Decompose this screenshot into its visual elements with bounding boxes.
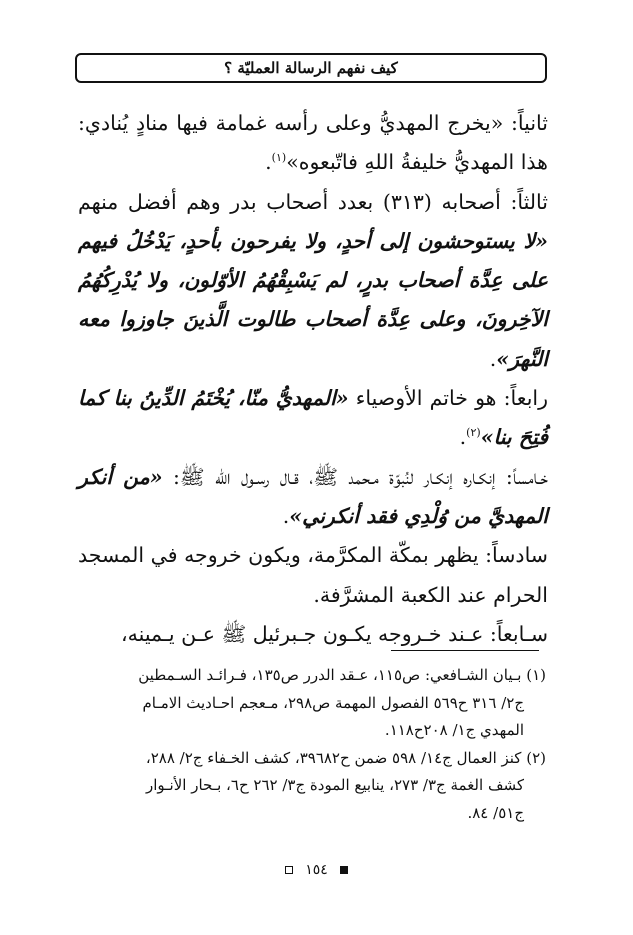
filled-square-icon [340,866,348,874]
footnote-1-line-3: المهدي ج١/ ٢٠٨ح١١٨. [384,721,524,739]
paragraph-sixth: سادساً: يظهر بمكّة المكرَّمة، ويكون خروجه في المسجد الحرام عند الكعبة المشرَّفة. [78,543,548,607]
footnote-2-line-1: (٢) كنز العمال ج١٤/ ٥٩٨ ضمن ح٣٩٦٨٢، كشف الخـفاء ج٢/ ٢٨٨، [145,748,546,767]
paragraph-seventh: سـابعاً: عـند خـروجه يكـون جـبرئيل ﷺ عـن يـمينه، [121,621,548,646]
footnote-1-line-1: (١) بـيان الشـافعي: ص١١٥، عـقد الدرر ص١٣٥، فـرائـد السـمطين [138,666,546,684]
footnote-ref-2[interactable]: (٢) [466,426,481,440]
page-footer [0,862,633,878]
hadith-quote-fourth: «المهديُّ منّا، يُخْتَمُ الدِّينُ بنا كما فُتِحَ بنا» [78,386,548,450]
running-header [75,53,547,83]
footnotes [80,662,546,827]
hadith-quote-third: «لا يستوحشون إلى أحدٍ، ولا يفرحون بأحدٍ، يَدْخُلُ فيهم على عِدَّة أصحاب بدرٍ، لم يَسْبِقْهُمُ الأوّلون، ولا يُدْرِكُهُمُ الآخِرونَ، وعلى عِدَّة أصحاب طالوت الَّذينَ جاوزوا معه النَّهرَ» [78,228,548,371]
paragraph-fourth: رابعاً: هو خاتم الأوصياء «المهديُّ منّا، يُخْتَمُ الدِّينُ بنا كما فُتِحَ بنا»$^{(٢)}$. [78,386,548,450]
footnote-2-line-3: ج٥١/ ٨٤. [467,803,524,822]
page-number: ١٥٤ [305,862,328,878]
running-header-title: كيف نفهم الرسالة العمليّة ؟ [224,59,398,77]
hadith-quote-fifth: «من أنكر المهديَّ من وُلْدِي فقد أنكرني» [78,464,548,528]
footnote-ref-1[interactable]: (١) [271,151,287,165]
footnote-2-line-2: كشف الغمة ج٣/ ٢٧٣، ينابيع المودة ج٣/ ٢٦٢ ح٦، بـحار الأنـوار [146,776,524,794]
main-text [78,104,548,654]
footnote-1-line-2: ج٢/ ٣١٦ ح٥٦٩ الفصول المهمة ص٢٩٨، مـعجم احـاديث الامـام [142,693,524,712]
paragraph-second: ثانياً: «يخرج المهديُّ وعلى رأسه غمامة فيها منادٍ يُنادي: هذا المهديُّ خليفةُ اللهِ فاتّبعوه»$^{(١)}$. [78,111,548,175]
paragraph-fifth: خـامساً: إنكـاره إنكـار لنُبوّة مـحمد ﷺ، قـال رسـول الله ﷺ: «من أنكر المهديَّ من وُلْدِي فقد أنكرني». [78,464,548,528]
footnote-separator [391,650,539,651]
empty-square-icon [285,866,293,874]
paragraph-third: ثالثاً: أصحابه (٣١٣) بعدد أصحاب بدر وهم أفضل منهم «لا يستوحشون إلى أحدٍ، ولا يفرحون بأحدٍ، يَدْخُلُ فيهم على عِدَّة أصحاب بدرٍ، لم يَسْبِقْهُمُ الأوّلون، ولا يُدْرِكُهُمُ الآخِرونَ، وعلى عِدَّة أصحاب طالوت الَّذينَ جاوزوا معه النَّهرَ». [78,189,548,371]
